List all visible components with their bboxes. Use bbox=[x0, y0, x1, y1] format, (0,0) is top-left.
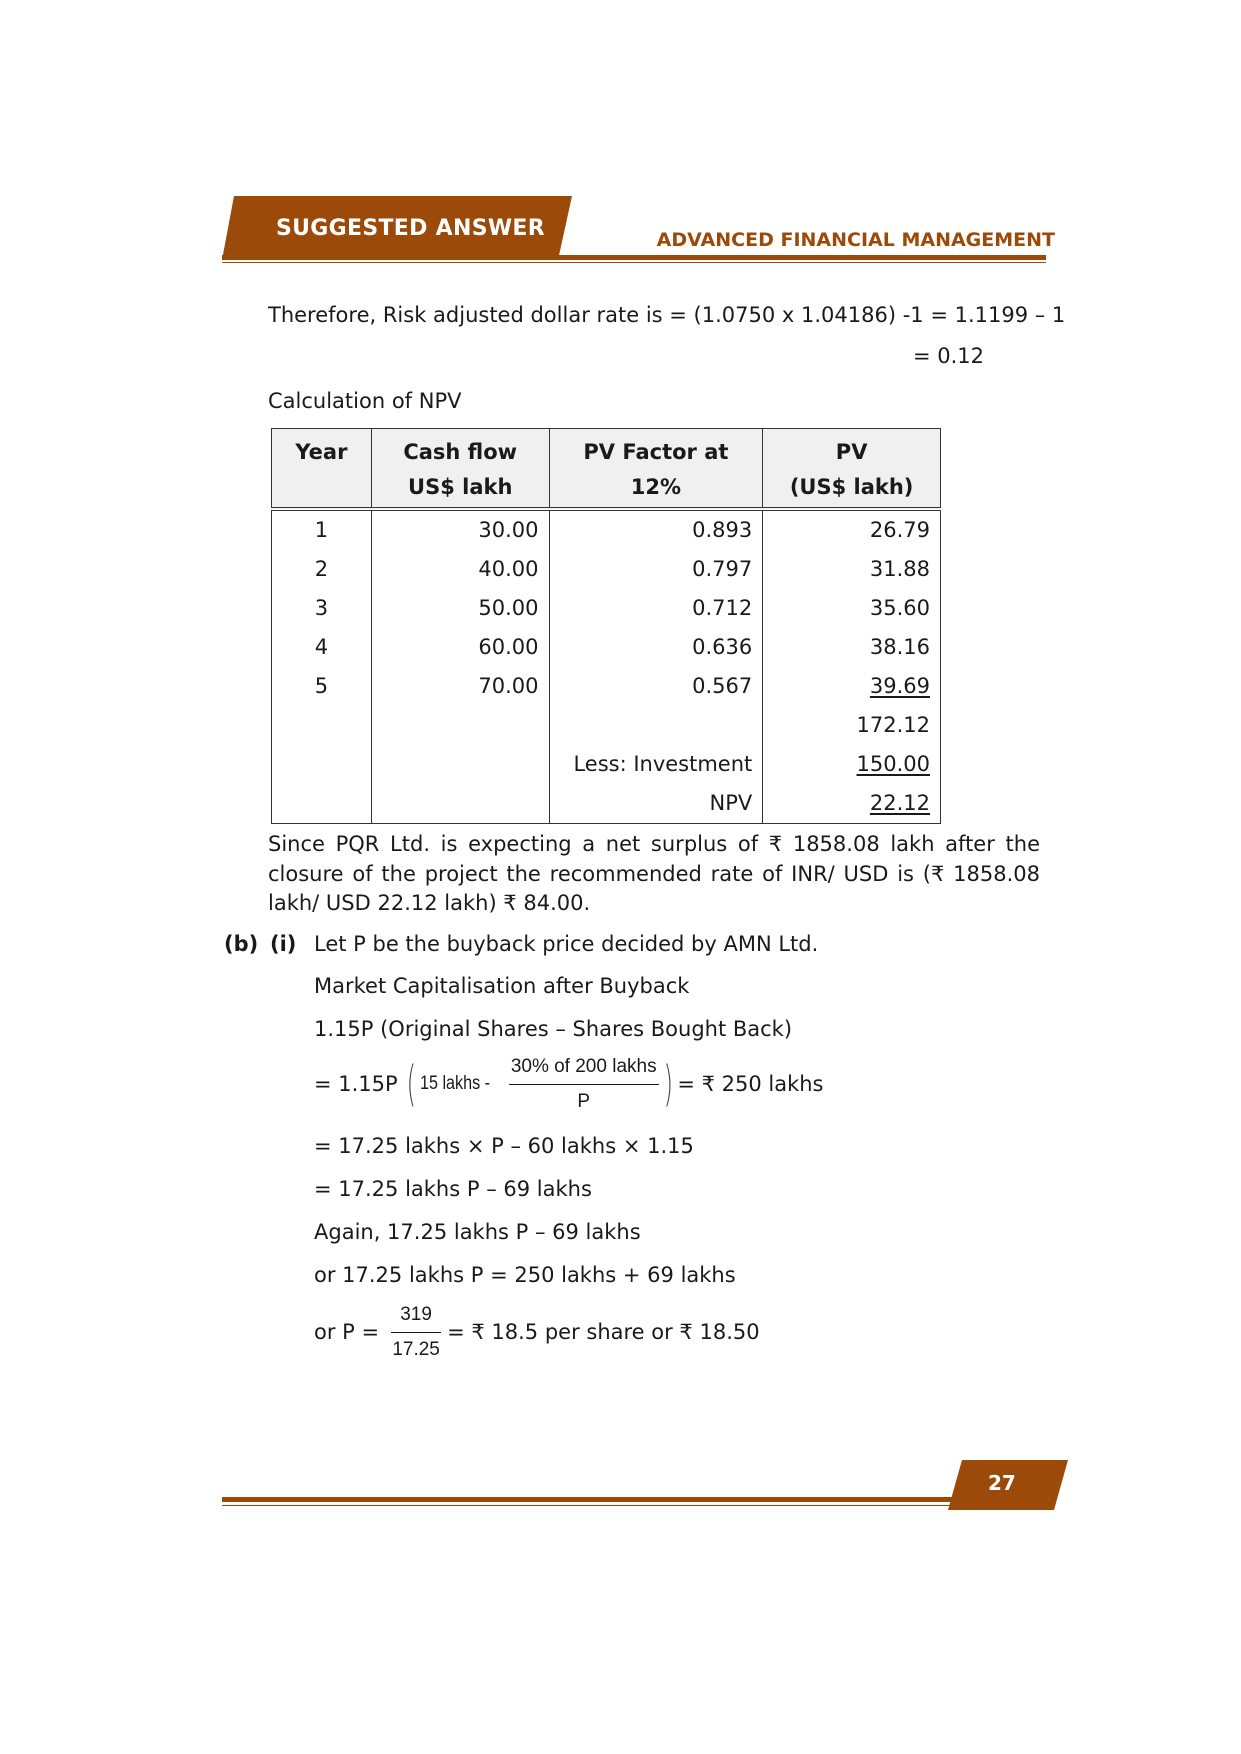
table-investment-row bbox=[272, 745, 941, 784]
left-paren-icon: ( bbox=[406, 1056, 416, 1112]
right-paren-icon: ) bbox=[663, 1056, 673, 1112]
investment-value: 150.00 bbox=[763, 745, 941, 784]
header-title: ADVANCED FINANCIAL MANAGEMENT bbox=[656, 229, 1055, 251]
risk-adjusted-result: = 0.12 bbox=[913, 344, 985, 368]
buyback-intro: Let P be the buyback price decided by AMN Ltd. bbox=[314, 932, 819, 956]
market-cap-line: Market Capitalisation after Buyback bbox=[314, 974, 690, 998]
header-year: Year bbox=[272, 429, 372, 510]
header-pv-factor: PV Factor at 12% bbox=[549, 429, 763, 510]
equation-4: Again, 17.25 lakhs P – 69 lakhs bbox=[314, 1220, 641, 1244]
eq6-suffix: = ₹ 18.5 per share or ₹ 18.50 bbox=[447, 1320, 760, 1344]
cell-year: 3 bbox=[272, 589, 372, 628]
cell-cash-flow: 70.00 bbox=[371, 667, 549, 706]
header-tab-label: SUGGESTED ANSWER bbox=[276, 216, 545, 241]
cell-cash-flow: 60.00 bbox=[371, 628, 549, 667]
part-i-label: (i) bbox=[270, 932, 297, 956]
cell-pv-factor: 0.636 bbox=[549, 628, 763, 667]
eq6-prefix: or P = bbox=[314, 1320, 380, 1344]
cell-total-pv: 172.12 bbox=[763, 706, 941, 745]
table-row bbox=[272, 589, 941, 628]
equation-6 bbox=[314, 1302, 760, 1362]
cell-cash-flow: 40.00 bbox=[371, 550, 549, 589]
footer-rule bbox=[222, 1497, 1046, 1502]
eq1-prefix: = 1.15P bbox=[314, 1072, 398, 1096]
cell-year: 4 bbox=[272, 628, 372, 667]
eq1-fraction bbox=[509, 1052, 659, 1117]
table-npv-row bbox=[272, 784, 941, 824]
cell-pv-factor: 0.712 bbox=[549, 589, 763, 628]
npv-value: 22.12 bbox=[763, 784, 941, 824]
cell-pv: 31.88 bbox=[763, 550, 941, 589]
equation-1 bbox=[314, 1053, 824, 1115]
table-row bbox=[272, 550, 941, 589]
investment-label: Less: Investment bbox=[549, 745, 763, 784]
cell-cash-flow: 50.00 bbox=[371, 589, 549, 628]
cell-pv: 26.79 bbox=[763, 509, 941, 550]
table-row bbox=[272, 509, 941, 550]
cell-year: 1 bbox=[272, 509, 372, 550]
cell-cash-flow: 30.00 bbox=[371, 509, 549, 550]
eq6-denominator: 17.25 bbox=[392, 1338, 440, 1360]
npv-heading: Calculation of NPV bbox=[268, 389, 462, 413]
eq1-numerator: 30% of 200 lakhs bbox=[509, 1052, 659, 1085]
footer-rule-thin bbox=[222, 1505, 1046, 1506]
table-header-row bbox=[272, 429, 941, 510]
eq1-suffix: = ₹ 250 lakhs bbox=[677, 1072, 824, 1096]
header-pv: PV (US$ lakh) bbox=[763, 429, 941, 510]
formula-line: 1.15P (Original Shares – Shares Bought Back) bbox=[314, 1017, 793, 1041]
cell-pv: 38.16 bbox=[763, 628, 941, 667]
risk-adjusted-line: Therefore, Risk adjusted dollar rate is = (1.0750 x 1.04186) -1 = 1.1199 – 1 bbox=[268, 303, 1066, 327]
eq1-inner: 15 lakhs - bbox=[420, 1073, 491, 1094]
part-b-label: (b) bbox=[224, 932, 259, 956]
page-number: 27 bbox=[988, 1471, 1016, 1495]
table-total-row bbox=[272, 706, 941, 745]
summary-line-3: lakh/ USD 22.12 lakh) ₹ 84.00. bbox=[268, 891, 591, 915]
table-row bbox=[272, 628, 941, 667]
cell-pv: 39.69 bbox=[763, 667, 941, 706]
equation-3: = 17.25 lakhs P – 69 lakhs bbox=[314, 1177, 592, 1201]
npv-table bbox=[271, 428, 941, 824]
eq6-numerator: 319 bbox=[391, 1300, 441, 1333]
cell-pv: 35.60 bbox=[763, 589, 941, 628]
header-cash-flow: Cash flow US$ lakh bbox=[371, 429, 549, 510]
cell-year: 5 bbox=[272, 667, 372, 706]
cell-year: 2 bbox=[272, 550, 372, 589]
equation-2: = 17.25 lakhs × P – 60 lakhs × 1.15 bbox=[314, 1134, 694, 1158]
table-row bbox=[272, 667, 941, 706]
eq6-fraction bbox=[391, 1300, 441, 1365]
eq1-denominator: P bbox=[577, 1090, 591, 1112]
cell-pv-factor: 0.797 bbox=[549, 550, 763, 589]
equation-5: or 17.25 lakhs P = 250 lakhs + 69 lakhs bbox=[314, 1263, 736, 1287]
header-rule-thin bbox=[222, 262, 1046, 263]
summary-line-2: closure of the project the recommended rate of INR/ USD is (₹ 1858.08 bbox=[268, 862, 1040, 886]
npv-label: NPV bbox=[549, 784, 763, 824]
cell-pv-factor: 0.893 bbox=[549, 509, 763, 550]
cell-pv-factor: 0.567 bbox=[549, 667, 763, 706]
summary-line-1: Since PQR Ltd. is expecting a net surplus of ₹ 1858.08 lakh after the bbox=[268, 832, 1040, 856]
header-rule bbox=[222, 255, 1046, 260]
